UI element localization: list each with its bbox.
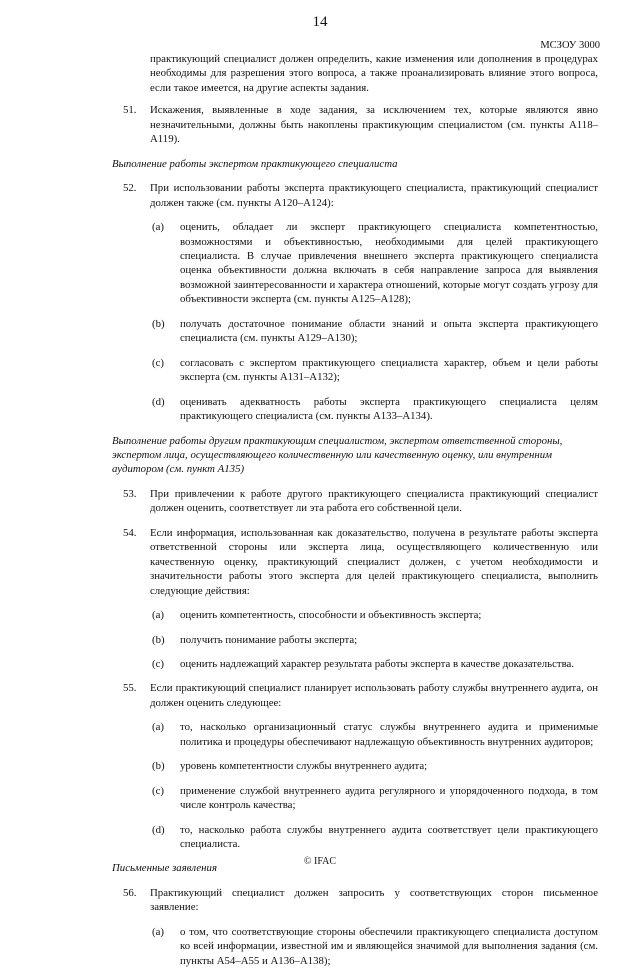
list-item-text: то, насколько работа службы внутреннего аудита соответствует цели практикующего специалиста.	[180, 823, 598, 851]
list-item-text: оценивать адекватность работы эксперта практикующего специалиста целям практикующего специалиста (см. пункты A133–A134).	[180, 395, 598, 423]
list-item-label: (c)	[152, 356, 164, 369]
list-item-text: о том, что соответствующие стороны обеспечили практикующего специалиста доступом ко всей информации, известной им и являющейся значимой для выполнения задания (см. пункты A54–A55 и A136–A138);	[180, 925, 598, 967]
paragraph-56	[112, 886, 598, 915]
paragraph-number: 53.	[123, 487, 137, 500]
paragraph-54	[112, 526, 598, 598]
list-item	[112, 220, 598, 307]
list-item-text: то, насколько организационный статус службы внутреннего аудита и применимые политика и процедуры обеспечивают надлежащую объективность внутренних аудиторов;	[180, 721, 598, 748]
page-number: 14	[312, 14, 328, 30]
list-item-label: (d)	[152, 823, 165, 836]
list-item	[112, 823, 598, 852]
list-item-label: (b)	[152, 317, 165, 330]
list-item-label: (b)	[152, 633, 165, 646]
paragraph-number: 51.	[123, 104, 137, 117]
section-heading: Выполнение работы другим практикующим специалистом, экспертом ответственной стороны, экспертом лица, осуществляющего количественную или качественную оценку, или внутренним аудитором (см. пункт A135)	[112, 434, 563, 476]
paragraph-text: Искажения, выявленные в ходе задания, за исключением тех, которые являются явно незначительными, должны быть накоплены практикующим специалистом (см. пункты A118–A119).	[150, 104, 598, 146]
list-item	[112, 317, 598, 346]
paragraph-continuation: практикующий специалист должен определить, какие изменения или дополнения в процедурах необходимы для разрешения этого вопроса, а также проанализировать влияние этого вопроса, если такое имеется, на другие аспекты задания.	[150, 53, 598, 94]
list-item-label: (a)	[152, 609, 164, 622]
list-item	[112, 657, 598, 671]
paragraph-number: 54.	[123, 526, 137, 539]
list-item	[112, 633, 598, 647]
paragraph-text: При использовании работы эксперта практикующего специалиста, практикующий специалист должен также (см. пункты A120–A124):	[150, 182, 598, 209]
list-item	[112, 784, 598, 813]
paragraph-text: Если информация, использованная как доказательство, получена в результате работы эксперта ответственной стороны или эксперта лица, осуществляющего количественную или качественную оценку, практикующий специалист должен, с учетом необходимости и значительности работы этого эксперта для целей практикующего специалиста, выполнить следующие действия:	[150, 526, 598, 597]
paragraph-52	[112, 181, 598, 210]
document-body	[112, 52, 598, 978]
paragraph-51	[112, 103, 598, 146]
list-item-text: уровень компетентности службы внутреннего аудита;	[180, 760, 428, 773]
paragraph-text: При привлечении к работе другого практикующего специалиста практикующий специалист должен оценить, соответствует ли эта работа его собственной цели.	[150, 487, 598, 515]
section-heading: Выполнение работы экспертом практикующего специалиста	[112, 157, 398, 170]
paragraph-55	[112, 681, 598, 710]
paragraph-number: 56.	[123, 886, 137, 899]
list-item-label: (c)	[152, 784, 164, 797]
footer-copyright: © IFAC	[303, 856, 337, 867]
section-heading: Письменные заявления	[112, 862, 217, 875]
list-item-text: оценить надлежащий характер результата работы эксперта в качестве доказательства.	[180, 657, 575, 670]
list-item	[112, 925, 598, 968]
paragraph-number: 55.	[123, 682, 137, 695]
list-item	[112, 720, 598, 749]
list-item-text: получать достаточное понимание области знаний и опыта эксперта практикующего специалиста (см. пункты A129–A130);	[180, 317, 598, 345]
list-item	[112, 395, 598, 424]
paragraph-text: Если практикующий специалист планирует использовать работу службы внутреннего аудита, он должен оценить следующее:	[150, 682, 598, 709]
paragraph-number: 52.	[123, 182, 137, 195]
list-item	[112, 356, 598, 385]
list-item-label: (c)	[152, 657, 164, 670]
list-item-text: оценить, обладает ли эксперт практикующего специалиста компетентностью, возможностями и объективностью, необходимыми для целей практикующего специалиста. В случае привлечения внешнего эксперта практикующего специалиста оценка объективности должна включать в себя направление запроса для выявления возможной заинтересованности и характера отношений, которые могут создать угрозу для объективности эксперта (см. пункты A125–A128);	[180, 221, 598, 306]
list-item-text: применение службой внутреннего аудита регулярного и упорядоченного подхода, в том числе контроль качества;	[180, 784, 598, 812]
list-item-label: (a)	[152, 221, 164, 234]
list-item-text: согласовать с экспертом практикующего специалиста характер, объем и цели работы эксперта (см. пункты A131–A132);	[180, 356, 598, 384]
list-item-text: оценить компетентность, способности и объективность эксперта;	[180, 609, 482, 622]
list-item-label: (d)	[152, 395, 165, 408]
list-item-label: (b)	[152, 760, 165, 773]
list-item-label: (a)	[152, 925, 164, 938]
list-item	[112, 608, 598, 622]
standard-code: МСЗОУ 3000	[540, 40, 600, 51]
paragraph-text: Практикующий специалист должен запросить у соответствующих сторон письменное заявление:	[150, 886, 598, 914]
paragraph-53	[112, 487, 598, 516]
list-item-label: (a)	[152, 721, 164, 734]
list-item-text: получить понимание работы эксперта;	[180, 633, 358, 646]
list-item	[112, 759, 598, 773]
